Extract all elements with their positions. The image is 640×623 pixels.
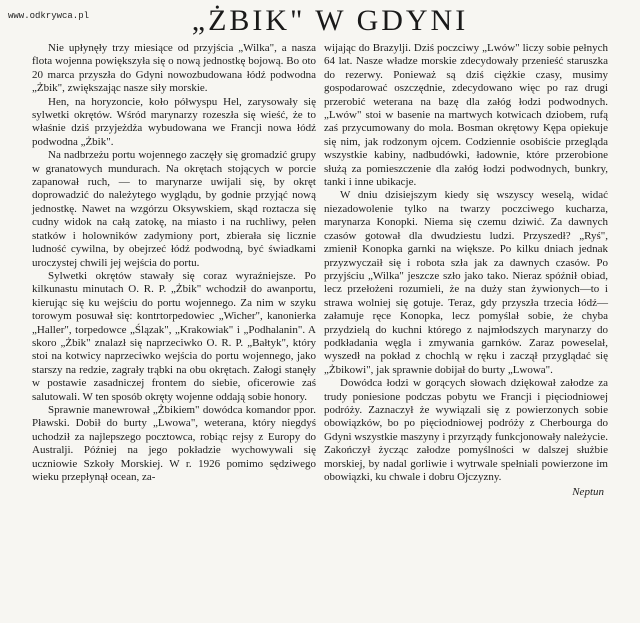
paragraph: wijając do Brazylji. Dziś poczciwy „Lwów" liczy sobie pełnych 64 lat. Nasze władze morskie zdecydowały przenieść staruszka do rezerwy. Ponieważ są dziś ciężkie czasy, musimy gospodarować oszczędnie, zdecydowano więc po raz drugi przerobić weterana na bazę dla załóg łodzi podwodnych. „Lwów" stoi w basenie na martwych kotwicach dziobem, rufą zaś przycumowany do mola. Bosman okrętowy Kępa opiekuje się nim, jak rodzonym ojcem. Codziennie osobiście przegląda wszystkie kabiny, nadbudówki, ładownie, które przerobione służą za pomieszczenie dla załóg łodzi podwodnych, bunkry, tanki i inne ubikacje. xyxy=(324,42,608,189)
paragraph: Sylwetki okrętów stawały się coraz wyraźniejsze. Po kilkunastu minutach O. R. P. „Żbik" wchodził do awanportu, kierując się ku wejściu do portu wojennego. Za nim w szyku torowym posuwał się: kontrtorpedowiec „Wicher", kanonierka „Haller", torpedowce „Ślązak", „Krakowiak" i „Podhalanin". A skoro „Żbik" znalazł się naprzeciwko O. R. P. „Bałtyk", który stoi na kotwicy naprzeciwko wejścia do portu wojennego, jako starszy na redzie, zagrały trąbki na obu okrętach. Załogi stanęły w postawie zasadniczej frontem do siebie, oficerowie zaś salutowali. W ten sposób okręty wojenne oddają sobie honory. xyxy=(32,269,316,403)
paragraph: Hen, na horyzoncie, koło półwyspu Hel, zarysowały się sylwetki okrętów. Wśród marynarzy rozeszła się wieść, że to właśnie dziś przyjeżdża wybudowana we Francji nowa łódź podwodna „Żbik". xyxy=(32,95,316,148)
paragraph: Sprawnie manewrował „Żbikiem" dowódca komandor ppor. Pławski. Dobił do burty „Lwowa", weterana, który niegdyś uchodził za najlepszego pocztowca, robiąc rejsy z Europy do Australji. Później na jego pokładzie wychowywali się uczniowie Szkoły Morskiej. W r. 1926 pomimo sędziwego wieku przepłynął ocean, za- xyxy=(32,403,316,483)
paragraph: Nie upłynęły trzy miesiące od przyjścia „Wilka", a nasza flota wojenna powiększyła się o nową jednostkę bojową. Bo oto 20 marca przyszła do Gdyni nowozbudowana łódź podwodna „Żbik", zwiększając nasze siły morskie. xyxy=(32,42,316,95)
paragraph: Na nadbrzeżu portu wojennego zaczęły się gromadzić grupy w granatowych mundurach. Na okrętach stojących w porcie zapanował ruch, — to marynarze uwijali się, by okręt doprowadzić do należytego wyglądu, by godnie przyjąć nową jednostkę. Nawet na wzgórzu Oksywskiem, skąd roztacza się cudny widok na całą zatokę, na miasto i na ruchliwy, pełen statków i holowników zadymiony port, zbierała się licznie ludność cywilna, by obejrzeć łódź podwodną, być świadkami uroczystej chwili jej wejścia do portu. xyxy=(32,149,316,269)
article-title: „ŻBIK" W GDYNI xyxy=(191,4,469,37)
column-divider xyxy=(320,40,321,610)
paragraph: W dniu dzisiejszym kiedy się wszyscy weselą, widać niezadowolenie tylko na twarzy poczciwego kucharza, marynarza Konopki. Niema się czemu dziwić. Za dawnych czasów gotował dla dwudziestu ludzi. Przyszedł? „Ryś", zmienił Konopka garnki na większe. Po kilku dniach jednak przyzwyczaił się i robota szła jak za dawnych czasów. Po przyjściu „Wilka" jeszcze szło jako tako. Nieraz spóźnił obiad, lecz przełożeni rozumieli, że na duży stan żywionych—to i strawa wolniej się gotuje. Teraz, gdy przyszła trzecia łódź—załamuje ręce Konopka, lecz pomyślał sobie, że chyba przydzielą do kuchni którego z najmłodszych marynarzy do podkładania węgla i zmywania garnków. Zaraz poweselał, wyszedł na pokład z chochlą w ręku i zaczął przyglądać się „Żbikowi", jak sprawnie dobijał do burty „Lwowa". xyxy=(324,189,608,376)
paragraph: Dowódca łodzi w gorących słowach dziękował załodze za trudy poniesione podczas pobytu we Francji i pięciodniowej podróży. Zaznaczył że wywiązali się z powierzonych sobie obowiązków, bo po pięciodniowej podróży z Cherbourga do Gdyni wszystkie maszyny i przyrządy funkcjonowały należycie. Zakończył życząc załodze pomyślności w dalszej służbie morskiej, by nadal gorliwie i wytrwale spełniali powierzone im obowiązki, ku chwale i dobru Ojczyzny. xyxy=(324,377,608,483)
right-column xyxy=(324,42,608,500)
left-column xyxy=(32,42,316,484)
source-watermark: www.odkrywca.pl xyxy=(8,11,90,21)
author-signature: Neptun xyxy=(572,486,604,499)
